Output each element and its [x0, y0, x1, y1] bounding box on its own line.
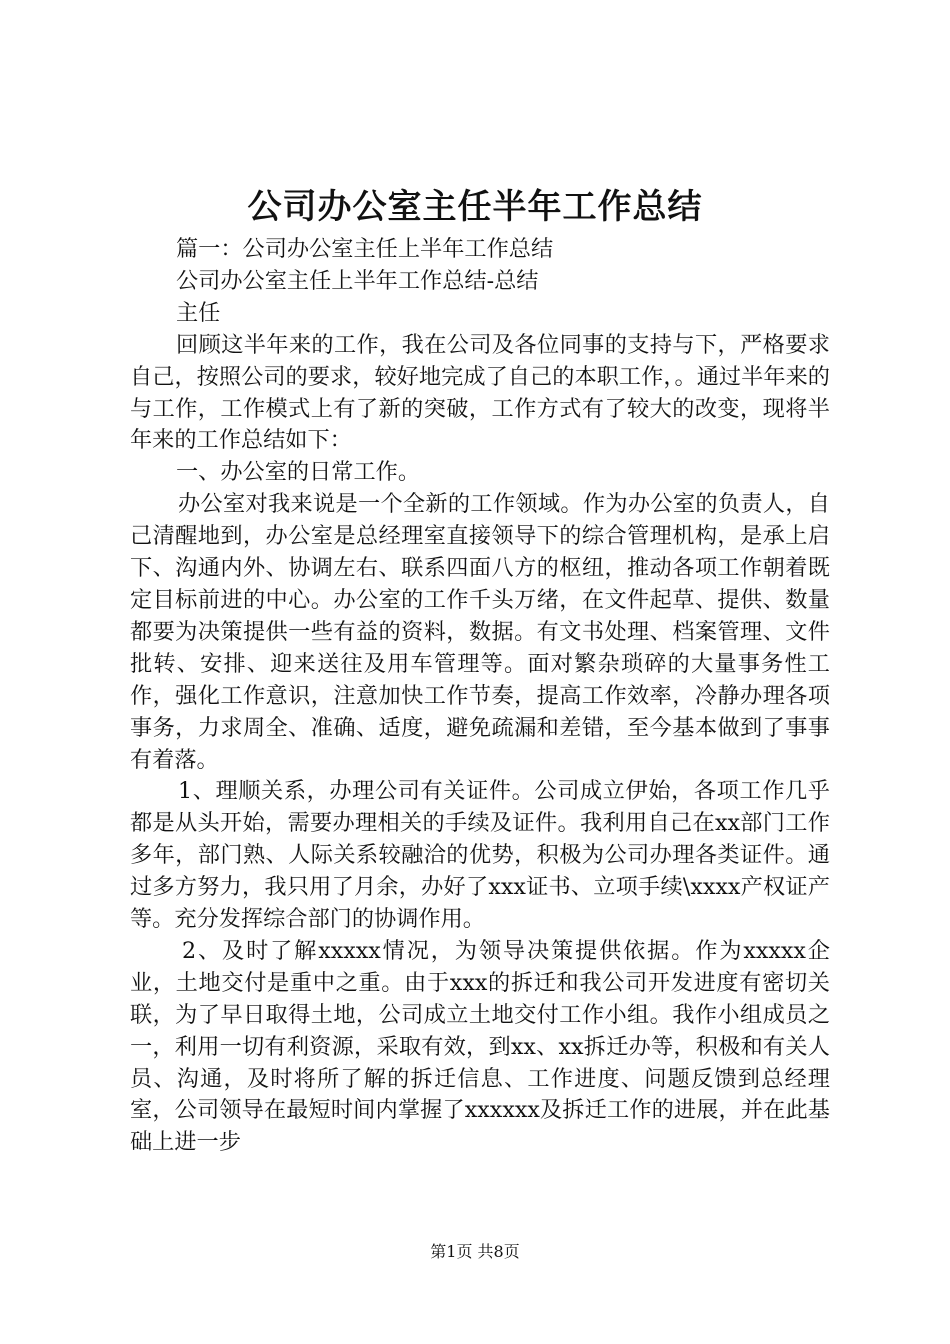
paragraph: 回顾这半年来的工作，我在公司及各位同事的支持与下，严格要求自己，按照公司的要求，较好地完成了自己的本职工作，。通过半年来的与工作，工作模式上有了新的突破，工作方式有了较大的改变，现将半年来的工作总结如下：	[130, 331, 830, 454]
paragraph: 主任	[176, 299, 221, 326]
paragraph: 公司办公室主任上半年工作总结-总结	[176, 267, 539, 294]
paragraph: 篇一：公司办公室主任上半年工作总结	[176, 236, 554, 262]
paragraph: 1、理顺关系，办理公司有关证件。公司成立伊始，各项工作几乎都是从头开始，需要办理相关的手续及证件。我利用自己在xx部门工作多年，部门熟、人际关系较融洽的优势，积极为公司办理各类证件。通过多方努力，我只用了月余，办好了xxx证书、立项手续\xxxx产权证产等。充分发挥综合部门的协调作用。	[130, 778, 830, 933]
document-title: 公司办公室主任半年工作总结	[247, 187, 703, 227]
document-body	[130, 234, 830, 1159]
paragraph: 2、及时了解xxxxx情况，为领导决策提供依据。作为xxxxx企业，土地交付是重中之重。由于xxx的拆迁和我公司开发进度有密切关联，为了早日取得土地，公司成立土地交付工作小组。我作小组成员之一，利用一切有利资源，采取有效，到xx、xx拆迁办等，积极和有关人员、沟通，及时将所了解的拆迁信息、工作进度、问题反馈到总经理室，公司领导在最短时间内掌握了xxxxxx及拆迁工作的进展，并在此基础上进一步	[130, 937, 830, 1156]
paragraph: 一、办公室的日常工作。	[176, 459, 421, 486]
page-number: 第1页 共8页	[430, 1242, 520, 1261]
paragraph: 办公室对我来说是一个全新的工作领域。作为办公室的负责人，自己清醒地到，办公室是总经理室直接领导下的综合管理机构，是承上启下、沟通内外、协调左右、联系四面八方的枢纽，推动各项工作朝着既定目标前进的中心。办公室的工作千头万绪，在文件起草、提供、数量都要为决策提供一些有益的资料，数据。有文书处理、档案管理、文件批转、安排、迎来送往及用车管理等。面对繁杂琐碎的大量事务性工作，强化工作意识，注意加快工作节奏，提高工作效率，冷静办理各项事务，力求周全、准确、适度，避免疏漏和差错，至今基本做到了事事有着落。	[130, 491, 830, 773]
